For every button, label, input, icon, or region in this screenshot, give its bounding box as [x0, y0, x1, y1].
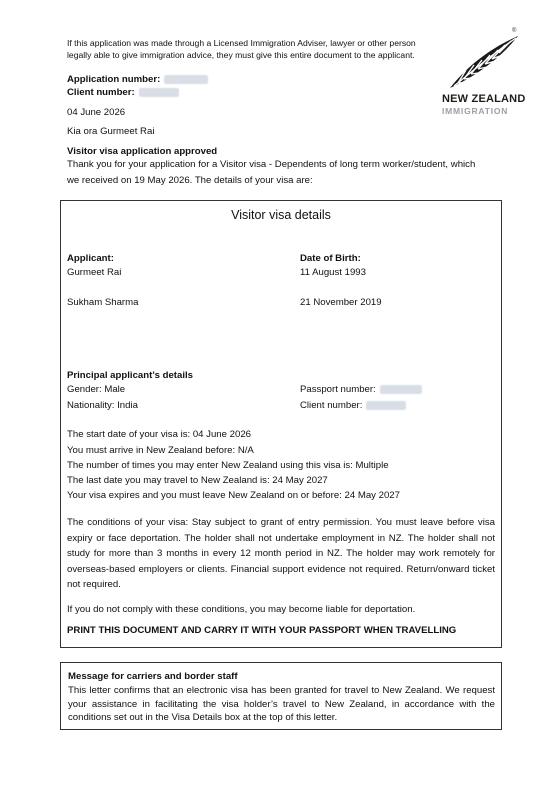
visa-start-date: The start date of your visa is: 04 June 2026 [67, 429, 251, 440]
applicant-name-2: Sukham Sharma [67, 297, 139, 308]
entry-count: The number of times you may enter New Zealand using this visa is: Multiple [67, 460, 389, 471]
client-number-label: Client number: [67, 87, 135, 98]
greeting: Kia ora Gurmeet Rai [67, 126, 155, 137]
gender: Gender: Male [67, 384, 126, 395]
letter-subject: Visitor visa application approved [67, 146, 218, 157]
carriers-heading: Message for carriers and border staff [68, 671, 238, 682]
principal-client-row [300, 399, 406, 412]
application-number-row [67, 73, 208, 86]
nationality: Nationality: India [67, 400, 138, 411]
adviser-notice-line-2: legally able to give immigration advice, they must give this entire document to the applicant. [67, 50, 415, 60]
principal-client-redacted [366, 401, 406, 410]
visa-expiry: Your visa expires and you must leave New Zealand on or before: 24 May 2027 [67, 490, 400, 501]
dob-label: Date of Birth: [300, 253, 361, 264]
intro-line-1: Thank you for your application for a Visitor visa - Dependents of long term worker/student, which [67, 159, 476, 170]
carriers-body: This letter confirms that an electronic visa has been granted for travel to New Zealand. We request your assistance in facilitating the visa holder’s travel to New Zealand, in accordance with the conditions set out in the Visa Details box at the top of this letter. [68, 685, 495, 723]
passport-number-redacted [380, 385, 422, 394]
applicant-name-1: Gurmeet Rai [67, 267, 122, 278]
principal-heading: Principal applicant’s details [67, 370, 194, 381]
applicant-dob-2: 21 November 2019 [300, 297, 382, 308]
last-travel-date: The last date you may travel to New Zealand is: 24 May 2027 [67, 475, 328, 486]
registered-mark: ® [512, 28, 517, 34]
applicant-label: Applicant: [67, 253, 114, 264]
client-number-redacted [139, 88, 179, 97]
silver-fern-icon [444, 30, 524, 92]
application-number-label: Application number: [67, 74, 161, 85]
visa-conditions: The conditions of your visa: Stay subject to grant of entry permission. You must leave before visa expiry or face deportation. The holder shall not undertake employment in NZ. The holder shall not study for more than 3 months in every 12 month period in NZ. The holder may work remotely for overseas-based employers or clients. Financial support evidence not required. Return/onward ticket not required. [67, 517, 495, 590]
principal-client-label: Client number: [300, 400, 363, 411]
application-number-redacted [164, 75, 208, 84]
passport-row [300, 383, 422, 396]
logo-wordmark: NEW ZEALAND [442, 93, 526, 105]
deportation-warning: If you do not comply with these conditions, you may become liable for deportation. [67, 604, 416, 615]
logo-subtitle: IMMIGRATION [442, 106, 509, 116]
letter-date: 04 June 2026 [67, 107, 126, 118]
visa-details-title: Visitor visa details [231, 208, 331, 222]
intro-line-2: we received on 19 May 2026. The details of your visa are: [67, 175, 313, 186]
passport-label: Passport number: [300, 384, 376, 395]
arrive-before: You must arrive in New Zealand before: N/A [67, 445, 254, 456]
nz-immigration-logo [440, 30, 530, 120]
adviser-notice-line-1: If this application was made through a Licensed Immigration Adviser, lawyer or other person [67, 38, 416, 48]
print-notice: PRINT THIS DOCUMENT AND CARRY IT WITH YOUR PASSPORT WHEN TRAVELLING [67, 625, 457, 636]
applicant-dob-1: 11 August 1993 [300, 267, 366, 278]
client-number-row [67, 86, 179, 99]
